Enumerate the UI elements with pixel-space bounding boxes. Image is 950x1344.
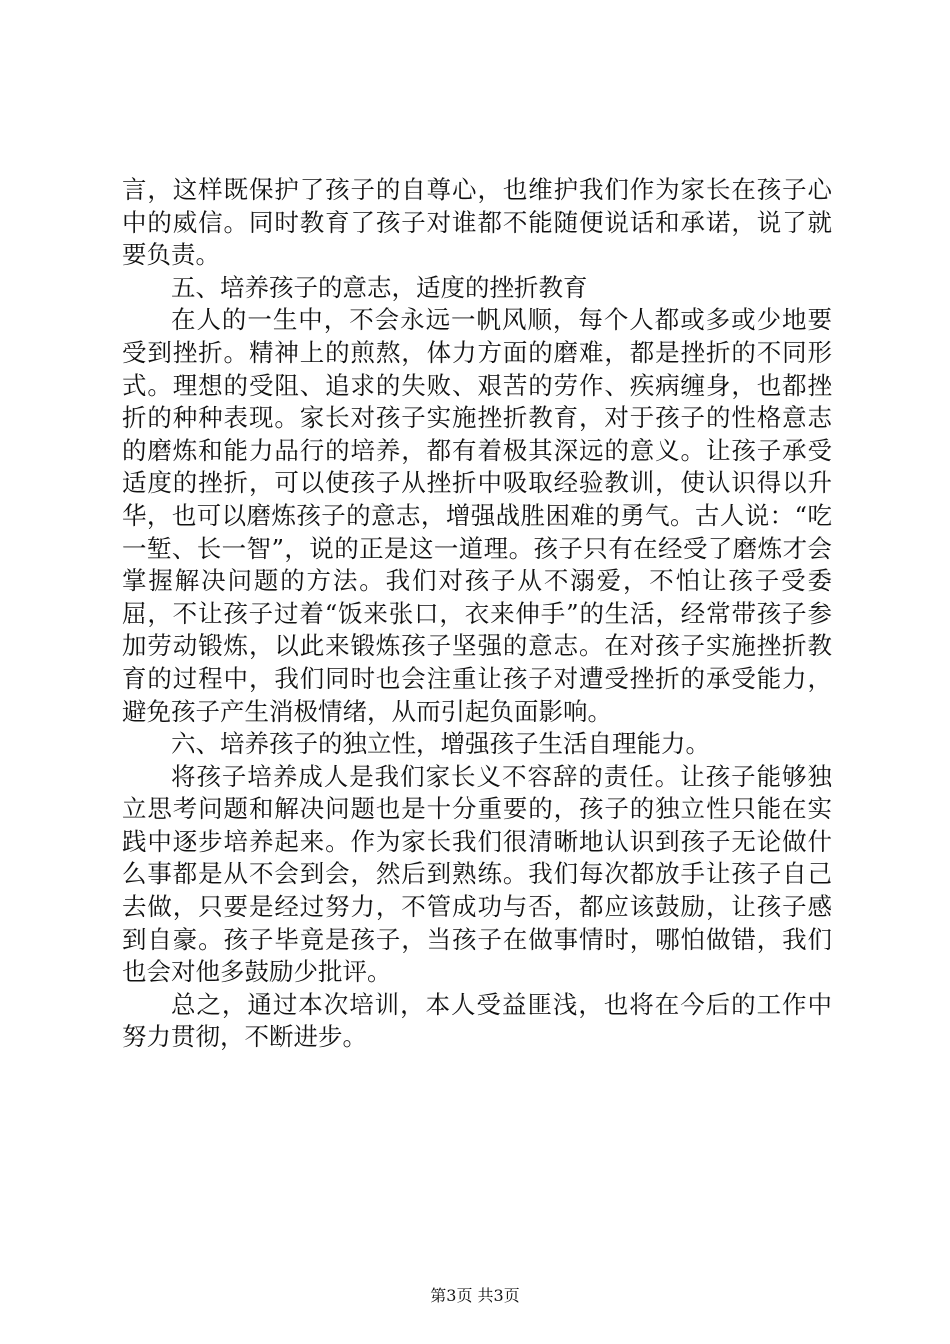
paragraph-independence: 将孩子培养成人是我们家长义不容辞的责任。让孩子能够独立思考问题和解决问题也是十分重要的，孩子的独立性只能在实践中逐步培养起来。作为家长我们很清晰地认识到孩子无论做什么事都是从不会到会，然后到熟练。我们每次都放手让孩子自己去做，只要是经过努力，不管成功与否，都应该鼓励，让孩子感到自豪。孩子毕竟是孩子，当孩子在做事情时，哪怕做错，我们也会对他多鼓励少批评。 [122,761,832,987]
paragraph-conclusion: 总之，通过本次培训，本人受益匪浅，也将在今后的工作中努力贯彻，不断进步。 [122,989,832,1052]
paragraph-frustration-education: 在人的一生中，不会永远一帆风顺，每个人都或多或少地要受到挫折。精神上的煎熬，体力方面的磨难，都是挫折的不同形式。理想的受阻、追求的失败、艰苦的劳作、疾病缠身，也都挫折的种种表现。家长对孩子实施挫折教育，对于孩子的性格意志的磨炼和能力品行的培养，都有着极其深远的意义。让孩子承受适度的挫折，可以使孩子从挫折中吸取经验教训，使认识得以升华，也可以磨炼孩子的意志，增强战胜困难的勇气。古人说：“吃一堑、长一智”，说的正是这一道理。孩子只有在经受了磨炼才会掌握解决问题的方法。我们对孩子从不溺爱，不怕让孩子受委屈，不让孩子过着“饭来张口，衣来伸手”的生活，经常带孩子参加劳动锻炼，以此来锻炼孩子坚强的意志。在对孩子实施挫折教育的过程中，我们同时也会注重让孩子对遭受挫折的承受能力，避免孩子产生消极情绪，从而引起负面影响。 [122,305,832,726]
section-heading-five: 五、培养孩子的意志，适度的挫折教育 [171,272,588,302]
document-body [122,174,832,1054]
section-heading-six: 六、培养孩子的独立性，增强孩子生活自理能力。 [171,729,710,759]
page-footer: 第3页 共3页 [430,1286,520,1305]
paragraph-continuation: 言，这样既保护了孩子的自尊心，也维护我们作为家长在孩子心中的威信。同时教育了孩子对谁都不能随便说话和承诺，说了就要负责。 [122,175,832,270]
